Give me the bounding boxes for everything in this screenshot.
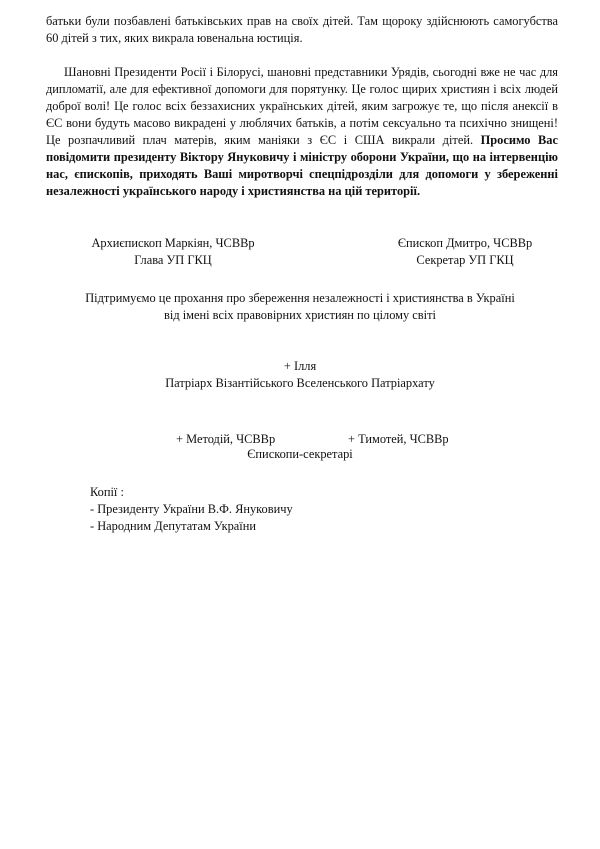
support-statement bbox=[60, 290, 540, 324]
copies-list bbox=[90, 484, 293, 535]
appeal-text: Шановні Президенти Росії і Білорусі, шановні представники Урядів, сьогодні вже не час для дипломатії, але для ефективної допомоги для порятунку. Це голос щирих християн і всіх людей доброї волі! Це голос всіх беззахисних українських дітей, яким загрожує те, що після анексії в ЄС вони будуть масово викрадені у люблячих батьків, а потім сексуально та психічно знищені! Це розпачливий плач матерів, яким маніяки з ЄС і США викрали дітей. bbox=[46, 65, 558, 147]
paragraph-appeal bbox=[46, 64, 558, 200]
patriarch-signature bbox=[60, 358, 540, 392]
signature-block-bishop bbox=[380, 235, 550, 269]
bishops-secretaries-title: Єпископи-секретарі bbox=[247, 447, 353, 461]
signatory-title: Секретар УП ГКЦ bbox=[416, 253, 514, 267]
signature-block-archbishop bbox=[88, 235, 258, 269]
appeal-request-bold: Просимо Вас повідомити президенту Віктору Януковичу і міністру оборони України, що на інтервенцію нас, єпископів, приходять Ваші миротворчі спецпідрозділи для допомоги у збереженні незалежності українського народу і християнства на цій території. bbox=[46, 133, 558, 198]
patriarch-title: Патріарх Візантійського Вселенського Патріархату bbox=[165, 376, 435, 390]
patriarch-name: + Ілля bbox=[283, 359, 317, 373]
signatory-title: Глава УП ГКЦ bbox=[134, 253, 212, 267]
signatory-name: Архиєпископ Маркіян, ЧСВВр bbox=[91, 236, 255, 250]
support-line-2: від імені всіх правовірних християн по цілому світі bbox=[164, 308, 436, 322]
copy-recipient: - Народним Депутатам України bbox=[90, 519, 256, 533]
paragraph-continuation: батьки були позбавлені батьківських прав на своїх дітей. Там щороку здійснюють самогубства 60 дітей з тих, яких викрала ювенальна юстиція. bbox=[46, 14, 558, 45]
bishop-methodius: + Методій, ЧСВВр bbox=[176, 432, 276, 446]
copies-heading: Копії : bbox=[90, 485, 124, 499]
support-line-1: Підтримуємо це прохання про збереження незалежності і християнства в Україні bbox=[85, 291, 515, 305]
signatory-name: Єпископ Дмитро, ЧСВВр bbox=[397, 236, 533, 250]
bishop-timothy: + Тимотей, ЧСВВр bbox=[348, 432, 449, 446]
copy-recipient: - Президенту України В.Ф. Януковичу bbox=[90, 502, 293, 516]
